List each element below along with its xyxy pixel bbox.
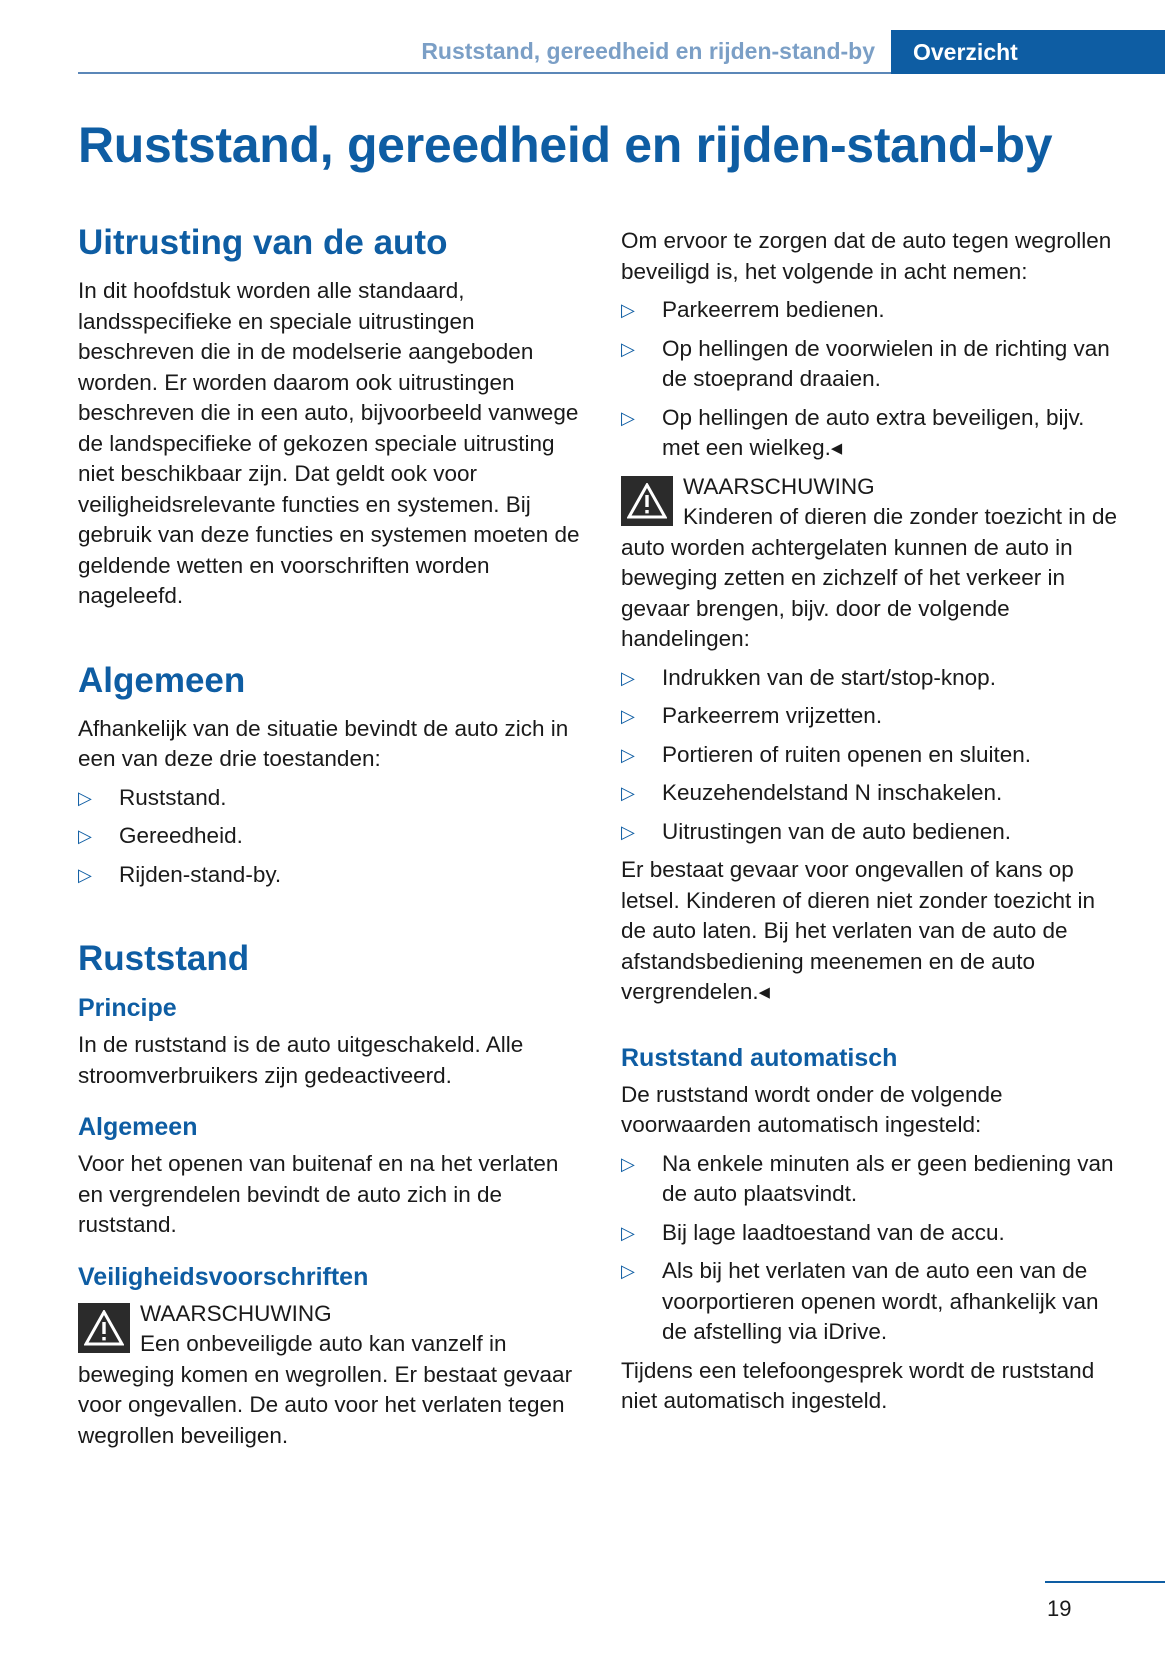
page-number: 19 [1047,1596,1072,1621]
warning-icon [621,476,673,526]
list-item: ▷ Parkeerrem vrijzetten. [621,701,1126,732]
heading-ruststand-automatisch: Ruststand automatisch [621,1043,898,1072]
bullet-icon: ▷ [78,864,92,885]
text-uitrusting: In dit hoofdstuk worden alle standaard, landsspecifieke en speciale uitrustingen beschreven die in de modelserie aangeboden worden. Er worden daarom ook uitrustingen beschreven die in een auto, bijvoorbeeld vanwege de landspecifieke of gekozen speciale uitrusting niet beschikbaar zijn. Dat geldt ook voor veiligheidsrelevante functies en systemen. Bij gebruik van deze functies en systemen moeten de geldende wetten en voorschriften worden nageleefd. [78,278,580,608]
list-item: ▷ Indrukken van de start/stop-knop. [621,663,1126,694]
heading-uitrusting: Uitrusting van de auto [78,223,448,262]
running-header-title: Ruststand, gereedheid en rijden-stand-by [421,38,875,64]
left-column [78,222,583,1451]
bullet-icon: ▷ [621,1153,635,1174]
bullet-icon: ▷ [78,787,92,808]
bullet-icon: ▷ [621,1222,635,1243]
warning-text: Een onbeveiligde auto kan vanzelf in beweging komen en wegrollen. Er bestaat gevaar voor ongevallen. De auto voor het verlaten tegen wegrollen beveiligen. [78,1331,573,1448]
heading-ruststand: Ruststand [78,939,250,978]
warning-label: WAARSCHUWING [140,1300,332,1326]
list-item: ▷ Op hellingen de auto extra beveiligen, bijv. met een wielkeg.◂ [621,404,1085,460]
list-item: ▷ Keuzehendelstand N inschakelen. [621,778,1126,809]
list-item: ▷ Parkeerrem bedienen. [621,295,1126,326]
text-algemeen-sub: Voor het openen van buitenaf en na het verlaten en vergrendelen bevindt de auto zich in de ruststand. [78,1151,559,1237]
bullet-icon: ▷ [621,821,635,842]
text-telefoon: Tijdens een telefoongesprek wordt de ruststand niet automatisch ingesteld. [621,1357,1095,1413]
heading-principe: Principe [78,994,177,1022]
heading-algemeen-sub: Algemeen [78,1113,198,1141]
right-column [621,226,1126,1425]
bullet-icon: ▷ [621,706,635,726]
page-title: Ruststand, gereedheid en rijden-stand-by [78,117,1053,173]
list-item: ▷ Op hellingen de voorwielen in de richting van de stoeprand draaien. [621,335,1110,391]
warning-box [78,1299,583,1452]
actions-list [621,663,1126,848]
text-algemeen: Afhankelijk van de situatie bevindt de auto zich in een van deze drie toestanden: [78,715,569,771]
chapter-tab: Overzicht [891,30,1165,74]
heading-algemeen: Algemeen [78,660,246,700]
bullet-icon: ▷ [621,667,635,688]
rolling-list [621,295,1126,464]
bullet-icon: ▷ [621,1261,635,1281]
list-item: ▷ Uitrustingen van de auto bedienen. [621,817,1126,848]
warning-text: Kinderen of dieren die zonder toezicht in de auto worden achtergelaten kunnen de auto in beweging zetten en zichzelf of het verkeer in gevaar brengen, bijv. door de volgende handelingen: [621,504,1118,651]
text-auto: De ruststand wordt onder de volgende voorwaarden automatisch ingesteld: [621,1081,1003,1137]
warning-label: WAARSCHUWING [683,473,875,499]
bullet-icon: ▷ [78,826,92,846]
list-item: ▷ Bij lage laadtoestand van de accu. [621,1218,1126,1249]
header-rule [78,72,891,74]
warning-box [621,472,1126,655]
list-item: ▷ Ruststand. [78,783,583,814]
text-warning-after: Er bestaat gevaar voor ongevallen of kans op letsel. Kinderen of dieren niet zonder toezicht in de auto laten. Bij het verlaten van de auto de afstandsbediening meenemen en de auto vergrendelen.◂ [621,857,1096,1004]
auto-list [621,1149,1126,1348]
list-item: ▷ Gereedheid. [78,821,583,852]
bullet-icon: ▷ [621,338,635,359]
page-number-rule [1045,1581,1165,1583]
list-item: ▷ Rijden-stand-by. [78,860,583,891]
text-intro: Om ervoor te zorgen dat de auto tegen wegrollen beveiligd is, het volgende in acht nemen: [621,228,1112,284]
states-list [78,783,583,891]
bullet-icon: ▷ [621,783,635,803]
list-item: ▷ Als bij het verlaten van de auto een van de voorportieren openen wordt, afhankelijk van de afstelling via iDrive. [621,1258,1099,1344]
bullet-icon: ▷ [621,744,635,765]
bullet-icon: ▷ [621,300,635,320]
text-principe: In de ruststand is de auto uitgeschakeld. Alle stroomverbruikers zijn gedeactiveerd. [78,1032,524,1088]
list-item: ▷ Portieren of ruiten openen en sluiten. [621,740,1126,771]
list-item: ▷ Na enkele minuten als er geen bediening van de auto plaatsvindt. [621,1150,1114,1206]
warning-icon [78,1303,130,1353]
heading-veiligheid: Veiligheidsvoorschriften [78,1262,369,1291]
bullet-icon: ▷ [621,407,635,428]
